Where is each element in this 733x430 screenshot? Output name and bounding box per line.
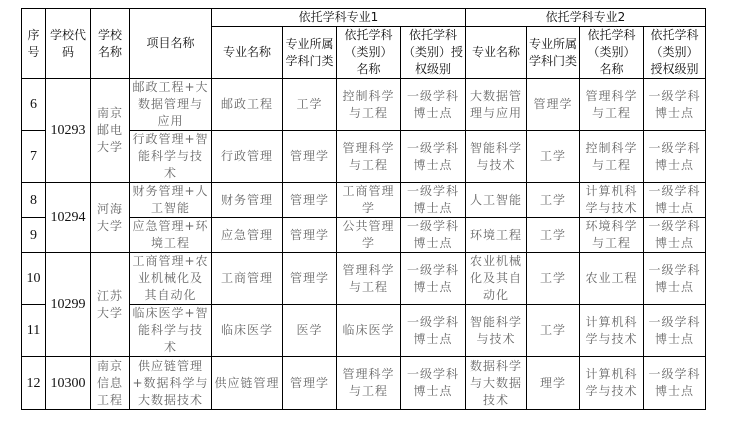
seq-cell: 7 — [22, 131, 46, 183]
discipline-name-2-cell: 环境科学与工程 — [580, 218, 644, 253]
school-code-cell: 10299 — [46, 253, 91, 357]
school-code-cell: 10294 — [46, 183, 91, 253]
major-name-2-cell: 智能科学与技术 — [466, 305, 527, 357]
major-name-2-cell: 数据科学与大数据技术 — [466, 357, 527, 410]
major-name-1-cell: 供应链管理 — [212, 357, 283, 410]
seq-cell: 12 — [22, 357, 46, 410]
discipline-name-1-cell: 公共管理学 — [337, 218, 401, 253]
project-name-cell: 工商管理+农业机械化及其自动化 — [130, 253, 212, 305]
table-row — [22, 183, 706, 218]
auth-level-1-cell: 一级学科博士点 — [401, 131, 466, 183]
table-row — [22, 79, 706, 131]
major-name-2-cell: 大数据管理与应用 — [466, 79, 527, 131]
auth-level-2-cell: 一级学科博士点 — [644, 305, 706, 357]
major-name-2-cell: 人工智能 — [466, 183, 527, 218]
major-name-2-cell: 环境工程 — [466, 218, 527, 253]
header-major-category-2: 专业所属学科门类 — [527, 27, 580, 79]
auth-level-2-cell: 一级学科博士点 — [644, 131, 706, 183]
major-category-1-cell: 管理学 — [283, 357, 337, 410]
school-code-cell: 10300 — [46, 357, 91, 410]
project-name-cell: 财务管理+人工智能 — [130, 183, 212, 218]
major-name-2-cell: 农业机械化及其自动化 — [466, 253, 527, 305]
school-code-cell: 10293 — [46, 79, 91, 183]
major-category-2-cell: 工学 — [527, 218, 580, 253]
header-project-name: 项目名称 — [130, 9, 212, 79]
header-group-2: 依托学科专业2 — [466, 9, 706, 27]
major-category-1-cell: 工学 — [283, 79, 337, 131]
table-row — [22, 357, 706, 410]
school-name-cell: 江苏大学 — [91, 253, 130, 357]
major-category-2-cell: 工学 — [527, 305, 580, 357]
header-major-name-2: 专业名称 — [466, 27, 527, 79]
discipline-name-2-cell: 农业工程 — [580, 253, 644, 305]
major-category-1-cell: 管理学 — [283, 253, 337, 305]
major-name-1-cell: 财务管理 — [212, 183, 283, 218]
discipline-name-2-cell: 控制科学与工程 — [580, 131, 644, 183]
major-category-2-cell: 工学 — [527, 253, 580, 305]
major-category-2-cell: 理学 — [527, 357, 580, 410]
discipline-name-2-cell: 管理科学与工程 — [580, 79, 644, 131]
header-school-name: 学校名称 — [91, 9, 130, 79]
auth-level-1-cell: 一级学科博士点 — [401, 79, 466, 131]
major-name-2-cell: 智能科学与技术 — [466, 131, 527, 183]
discipline-name-1-cell: 管理科学与工程 — [337, 357, 401, 410]
discipline-name-2-cell: 计算机科学与技术 — [580, 357, 644, 410]
auth-level-2-cell: 一级学科博士点 — [644, 79, 706, 131]
auth-level-2-cell: 一级学科博士点 — [644, 357, 706, 410]
seq-cell: 9 — [22, 218, 46, 253]
seq-cell: 6 — [22, 79, 46, 131]
major-name-1-cell: 行政管理 — [212, 131, 283, 183]
discipline-name-1-cell: 管理科学与工程 — [337, 131, 401, 183]
discipline-name-1-cell: 管理科学与工程 — [337, 253, 401, 305]
project-name-cell: 邮政工程+大数据管理与应用 — [130, 79, 212, 131]
header-seq: 序号 — [22, 9, 46, 79]
header-group-1: 依托学科专业1 — [212, 9, 466, 27]
auth-level-1-cell: 一级学科博士点 — [401, 253, 466, 305]
header-discipline-name-2: 依托学科（类别）名称 — [580, 27, 644, 79]
auth-level-1-cell: 一级学科博士点 — [401, 305, 466, 357]
major-category-1-cell: 医学 — [283, 305, 337, 357]
project-name-cell: 应急管理+环境工程 — [130, 218, 212, 253]
major-category-1-cell: 管理学 — [283, 218, 337, 253]
project-name-cell: 行政管理+智能科学与技术 — [130, 131, 212, 183]
major-category-2-cell: 工学 — [527, 131, 580, 183]
major-name-1-cell: 应急管理 — [212, 218, 283, 253]
auth-level-2-cell: 一级学科博士点 — [644, 183, 706, 218]
seq-cell: 8 — [22, 183, 46, 218]
school-name-cell: 河海大学 — [91, 183, 130, 253]
header-major-name-1: 专业名称 — [212, 27, 283, 79]
auth-level-1-cell: 一级学科博士点 — [401, 357, 466, 410]
discipline-name-1-cell: 控制科学与工程 — [337, 79, 401, 131]
seq-cell: 11 — [22, 305, 46, 357]
seq-cell: 10 — [22, 253, 46, 305]
school-name-cell: 南京信息工程 — [91, 357, 130, 410]
discipline-name-2-cell: 计算机科学与技术 — [580, 305, 644, 357]
major-name-1-cell: 临床医学 — [212, 305, 283, 357]
header-major-category-1: 专业所属学科门类 — [283, 27, 337, 79]
major-name-1-cell: 工商管理 — [212, 253, 283, 305]
project-name-cell: 供应链管理+数据科学与大数据技术 — [130, 357, 212, 410]
discipline-name-1-cell: 工商管理学 — [337, 183, 401, 218]
major-name-1-cell: 邮政工程 — [212, 79, 283, 131]
header-discipline-name-1: 依托学科（类别）名称 — [337, 27, 401, 79]
auth-level-1-cell: 一级学科博士点 — [401, 218, 466, 253]
major-category-2-cell: 管理学 — [527, 79, 580, 131]
header-auth-level-2: 依托学科（类别）授权级别 — [644, 27, 706, 79]
header-school-code: 学校代码 — [46, 9, 91, 79]
discipline-name-1-cell: 临床医学 — [337, 305, 401, 357]
discipline-name-2-cell: 计算机科学与技术 — [580, 183, 644, 218]
major-category-1-cell: 管理学 — [283, 131, 337, 183]
major-category-2-cell: 工学 — [527, 183, 580, 218]
table-row — [22, 253, 706, 305]
auth-level-2-cell: 一级学科博士点 — [644, 253, 706, 305]
major-category-1-cell: 管理学 — [283, 183, 337, 218]
project-name-cell: 临床医学+智能科学与技术 — [130, 305, 212, 357]
auth-level-2-cell: 一级学科博士点 — [644, 218, 706, 253]
header-auth-level-1: 依托学科（类别）授权级别 — [401, 27, 466, 79]
program-table — [21, 8, 706, 410]
school-name-cell: 南京邮电大学 — [91, 79, 130, 183]
auth-level-1-cell: 一级学科博士点 — [401, 183, 466, 218]
